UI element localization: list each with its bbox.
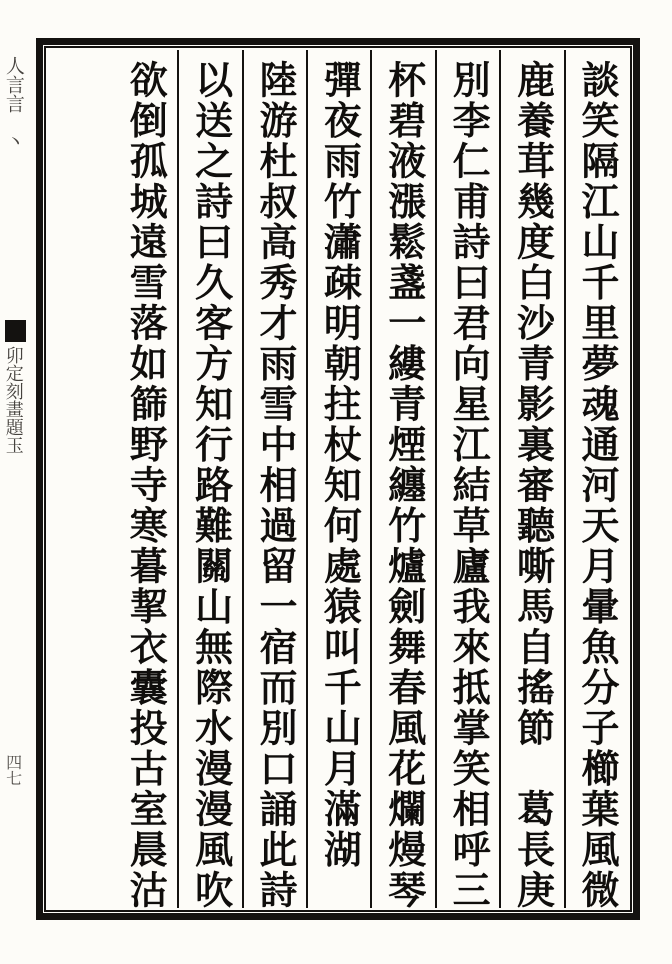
text-column-7: [177, 50, 241, 911]
spine-mid-annotation: 卯定刻畫題玉: [2, 346, 24, 454]
column-text: 陸游杜叔高秀才雨雪中相過留一宿而別口誦此詩: [252, 60, 298, 911]
text-column-1: [564, 50, 628, 911]
text-column-3: [435, 50, 499, 911]
column-text: 別李仁甫詩曰君向星江結草廬我來抵掌笑相呼三: [446, 60, 492, 911]
spine-margin: [0, 38, 36, 920]
spine-top-annotation: 人言言 丶: [2, 56, 25, 151]
text-column-8: [113, 50, 177, 911]
spine-page-number: 四七: [3, 754, 23, 786]
text-column-6: [242, 50, 306, 911]
column-text: 彈夜雨竹瀟疎明朝拄杖知何處猿叫千山月滿湖: [317, 60, 363, 870]
column-text: 欲倒孤城遠雪落如篩野寺寒暮挈衣囊投古室晨沽: [123, 60, 169, 911]
text-block: [48, 50, 628, 911]
text-column-2: [499, 50, 563, 911]
text-column-5: [306, 50, 370, 908]
text-column-4: [370, 50, 434, 911]
spine-block-mark: [5, 320, 26, 342]
column-text: 鹿養茸幾度白沙青影裏審聽嘶馬自搖節 葛長庚: [510, 60, 556, 911]
column-text: 談笑隔江山千里夢魂通河天月暈魚分子櫛葉風微: [574, 60, 620, 911]
column-text: 以送之詩曰久客方知行路難關山無際水漫漫風吹: [188, 60, 234, 911]
column-text: 杯碧液漲鬆盞一縷青煙纏竹爐劍舞春風花爛熳琴: [381, 60, 427, 911]
